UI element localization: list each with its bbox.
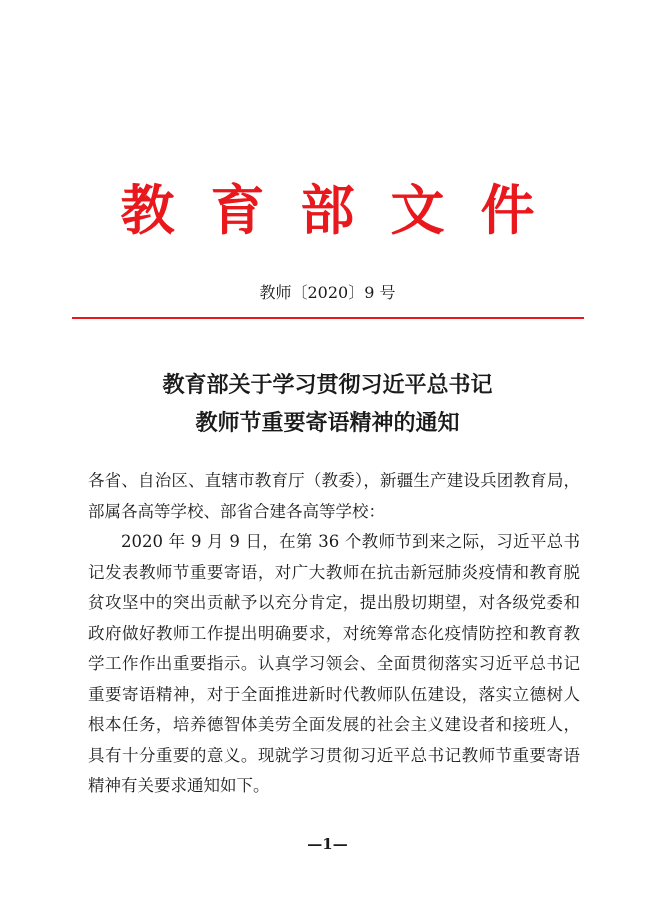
body-paragraph: 2020 年 9 月 9 日，在第 36 个教师节到来之际，习近平总书记发表教师节重要寄语，对广大教师在抗击新冠肺炎疫情和教育脱贫攻坚中的突出贡献予以充分肯定，提出殷切期望，对各级党委和政府做好教师工作提出明确要求，对统筹常态化疫情防控和教育教学工作作出重要指示。认真学习领会、全面贯彻落实习近平总书记重要寄语精神，对于全面推进新时代教师队伍建设，落实立德树人根本任务，培养德智体美劳全面发展的社会主义建设者和接班人，具有十分重要的意义。现就学习贯彻习近平总书记教师节重要寄语精神有关要求通知如下。	[88, 532, 580, 795]
document-number: 教师〔2020〕9 号	[259, 283, 396, 302]
notice-title-line-2: 教师节重要寄语精神的通知	[195, 410, 460, 436]
red-divider-line	[72, 317, 584, 319]
notice-body	[88, 466, 580, 802]
notice-title	[0, 366, 655, 442]
page-number: —1—	[307, 835, 348, 853]
masthead-title: 教育部文件	[120, 178, 571, 242]
notice-title-line-1: 教育部关于学习贯彻习近平总书记	[162, 372, 493, 398]
addressee-line: 各省、自治区、直辖市教育厅（教委），新疆生产建设兵团教育局，部属各高等学校、部省合建各高等学校：	[88, 471, 580, 521]
